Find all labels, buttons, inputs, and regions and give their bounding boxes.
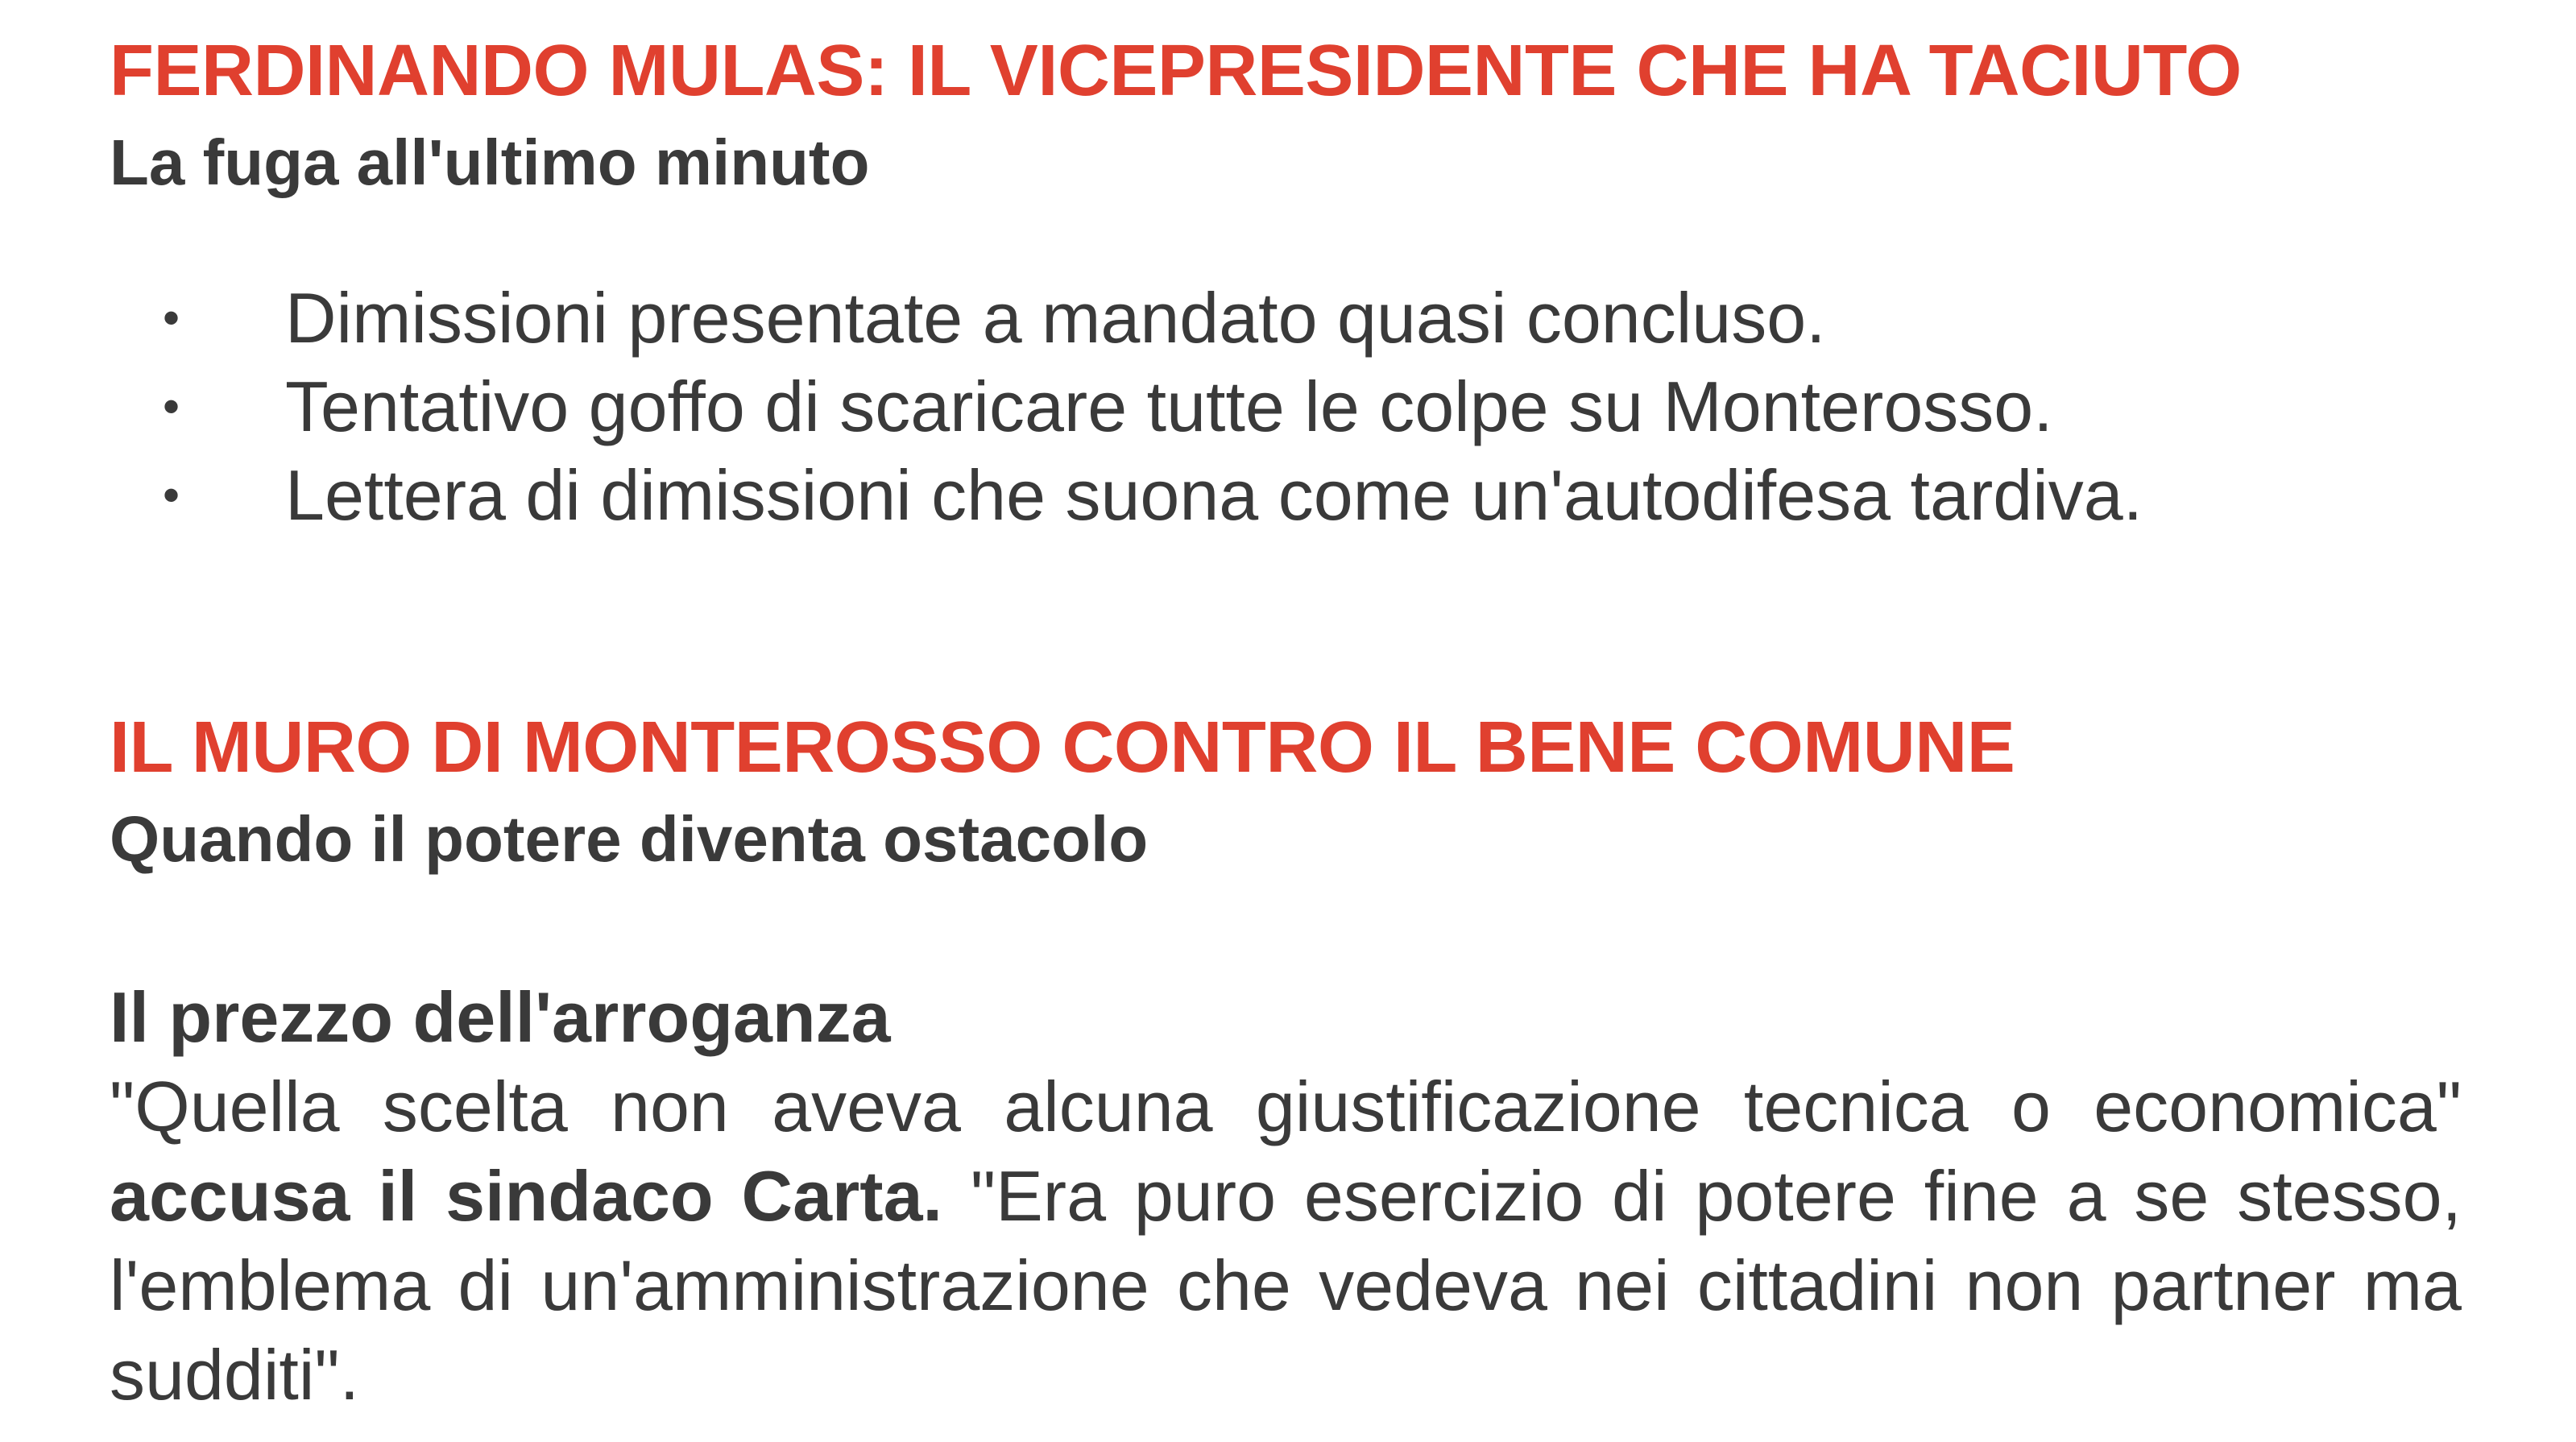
bullet-icon: • [163, 468, 180, 522]
section-title-mulas: FERDINANDO MULAS: IL VICEPRESIDENTE CHE HA TACIUTO [110, 31, 2242, 111]
bullet-text: Dimissioni presentate a mandato quasi concluso. [285, 278, 1826, 358]
block-heading-arroganza: Il prezzo dell'arroganza [110, 977, 891, 1057]
section-subtitle-fuga: La fuga all'ultimo minuto [110, 126, 870, 198]
quote-attribution-bold: accusa il sindaco Carta. [110, 1156, 942, 1236]
bullet-icon: • [163, 291, 180, 345]
document-page [110, 0, 2462, 1442]
section-subtitle-potere: Quando il potere diventa ostacolo [110, 803, 1149, 875]
bullet-icon: • [163, 379, 180, 433]
quote-part-2: "Era puro esercizio di potere fine a se stesso, l'emblema di un'amministrazione che vedeva nei cittadini non partner ma sudditi". [110, 1156, 2462, 1415]
bullet-text: Lettera di dimissioni che suona come un'autodifesa tardiva. [285, 455, 2143, 535]
bullet-text: Tentativo goffo di scaricare tutte le colpe su Monterosso. [285, 367, 2053, 446]
quote-paragraph [110, 1062, 2462, 1419]
section-title-muro: IL MURO DI MONTEROSSO CONTRO IL BENE COMUNE [110, 707, 2015, 788]
quote-part-1: "Quella scelta non aveva alcuna giustificazione tecnica o economica" [110, 1067, 2462, 1146]
